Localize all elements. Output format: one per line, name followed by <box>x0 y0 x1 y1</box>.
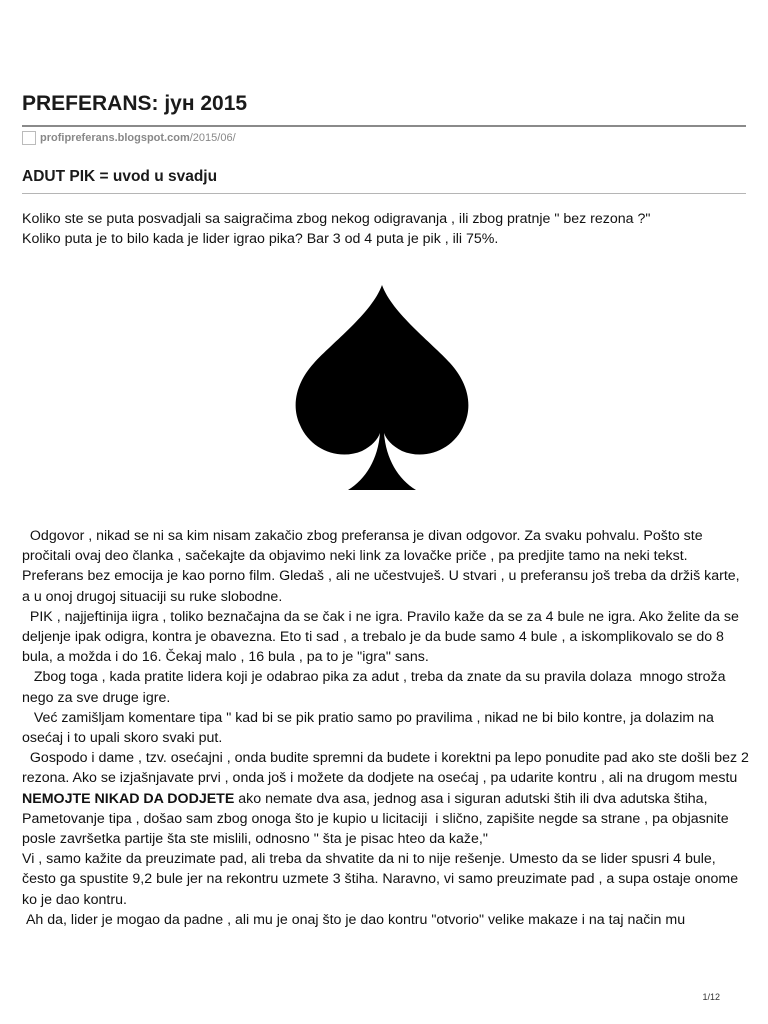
intro-line-2: Koliko puta je to bilo kada je lider igrao pika? Bar 3 od 4 puta je pik , ili 75%. <box>22 231 499 247</box>
source-path[interactable]: /2015/06/ <box>189 132 236 144</box>
title-divider <box>22 125 746 127</box>
paragraph-7: Ah da, lider je mogao da padne , ali mu je onaj što je dao kontru "otvorio" velike makaze i na taj način mu <box>22 911 686 928</box>
article-body <box>22 526 753 930</box>
paragraph-6: Vi , samo kažite da preuzimate pad, ali treba da shvatite da ni to nije rešenje. Umesto da se lider spusri 4 bule, često ga spustite 9,2 bule jer na rekontru uzmete 3 štiha. Naravno, vi samo preuzimate pad , a supa ostaje onome ko je dao kontru. <box>22 851 743 908</box>
paragraph-4: Već zamišljam komentare tipa " kad bi se pik pratio samo po pravilima , nikad ne bi bilo kontre, ja dolazim na osećaj i to upali skoro svaki put. <box>22 709 718 747</box>
paragraph-2: PIK , najjeftinija iigra , toliko beznačajna da se čak i ne igra. Pravilo kaže da se za 4 bule ne igra. Ako želite da se deljenje ipak odigra, kontra je obavezna. Eto ti sad , a trebalo je da bude samo 4 bule , a iskomplikovalo se do 8 bula, a možda i do 16. Čekaj malo , 16 bula , pa to je "igra" sans. <box>22 608 743 666</box>
paragraph-5 <box>22 748 753 849</box>
paragraph-3: Zbog toga , kada pratite lidera koji je odabrao pika za adut , treba da znate da su pravila dolaza mnogo stroža nego za sve druge igre. <box>22 669 730 706</box>
intro-line-1: Koliko ste se puta posvadjali sa saigračima zbog nekog odigravanja , ili zbog pratnje " bez rezona ?" <box>22 211 651 227</box>
page-title: PREFERANS: јун 2015 <box>22 92 248 115</box>
paragraph-5-end: ako nemate dva asa, jednog asa i siguran adutski štih ili dva adutska štiha, Pametovanje tipa , došao sam zbog onoga što je kupio u licitaciji i slično, zapišite negde sa strane , pa objasnite posle završetka partije šta ste mislili, odnosno " šta je pisac hteo da kaže," <box>22 790 733 848</box>
paragraph-5-start: Gospodo i dame , tzv. osećajni , onda budite spremni da budete i korektni pa lepo ponudite pad ako ste došli bez 2 rezona. Ako se izjašnjavate prvi , onda još i možete da dodjete na osećaj , pa udarite kontru , ali na drugom mestu <box>22 750 753 787</box>
page-number: 1/12 <box>702 992 720 1002</box>
paragraph-5-emphasis: NEMOJTE NIKAD DA DODJETE <box>22 790 235 807</box>
favicon-placeholder-icon <box>22 131 36 145</box>
intro-paragraph <box>22 209 746 249</box>
source-link[interactable] <box>22 131 236 145</box>
post-heading: ADUT PIK = uvod u svadju <box>22 168 218 185</box>
paragraph-1: Odgovor , nikad se ni sa kim nisam zakačio zbog preferansa je divan odgovor. Za svaku pohvalu. Pošto ste pročitali ovaj deo članka , sačekajte da objavimo neki link za lovačke priče , pa predjite tamo na neki tekst. Preferans bez emocija je kao porno film. Gledaš , ali ne učestvuješ. U stvari , u preferansu još treba da držiš karte, a u onoj drugoj situaciji su ruke slobodne. <box>22 528 744 605</box>
spade-suit-icon <box>292 283 472 493</box>
source-domain[interactable]: profipreferans.blogspot.com <box>40 132 190 144</box>
heading-divider <box>22 193 746 194</box>
